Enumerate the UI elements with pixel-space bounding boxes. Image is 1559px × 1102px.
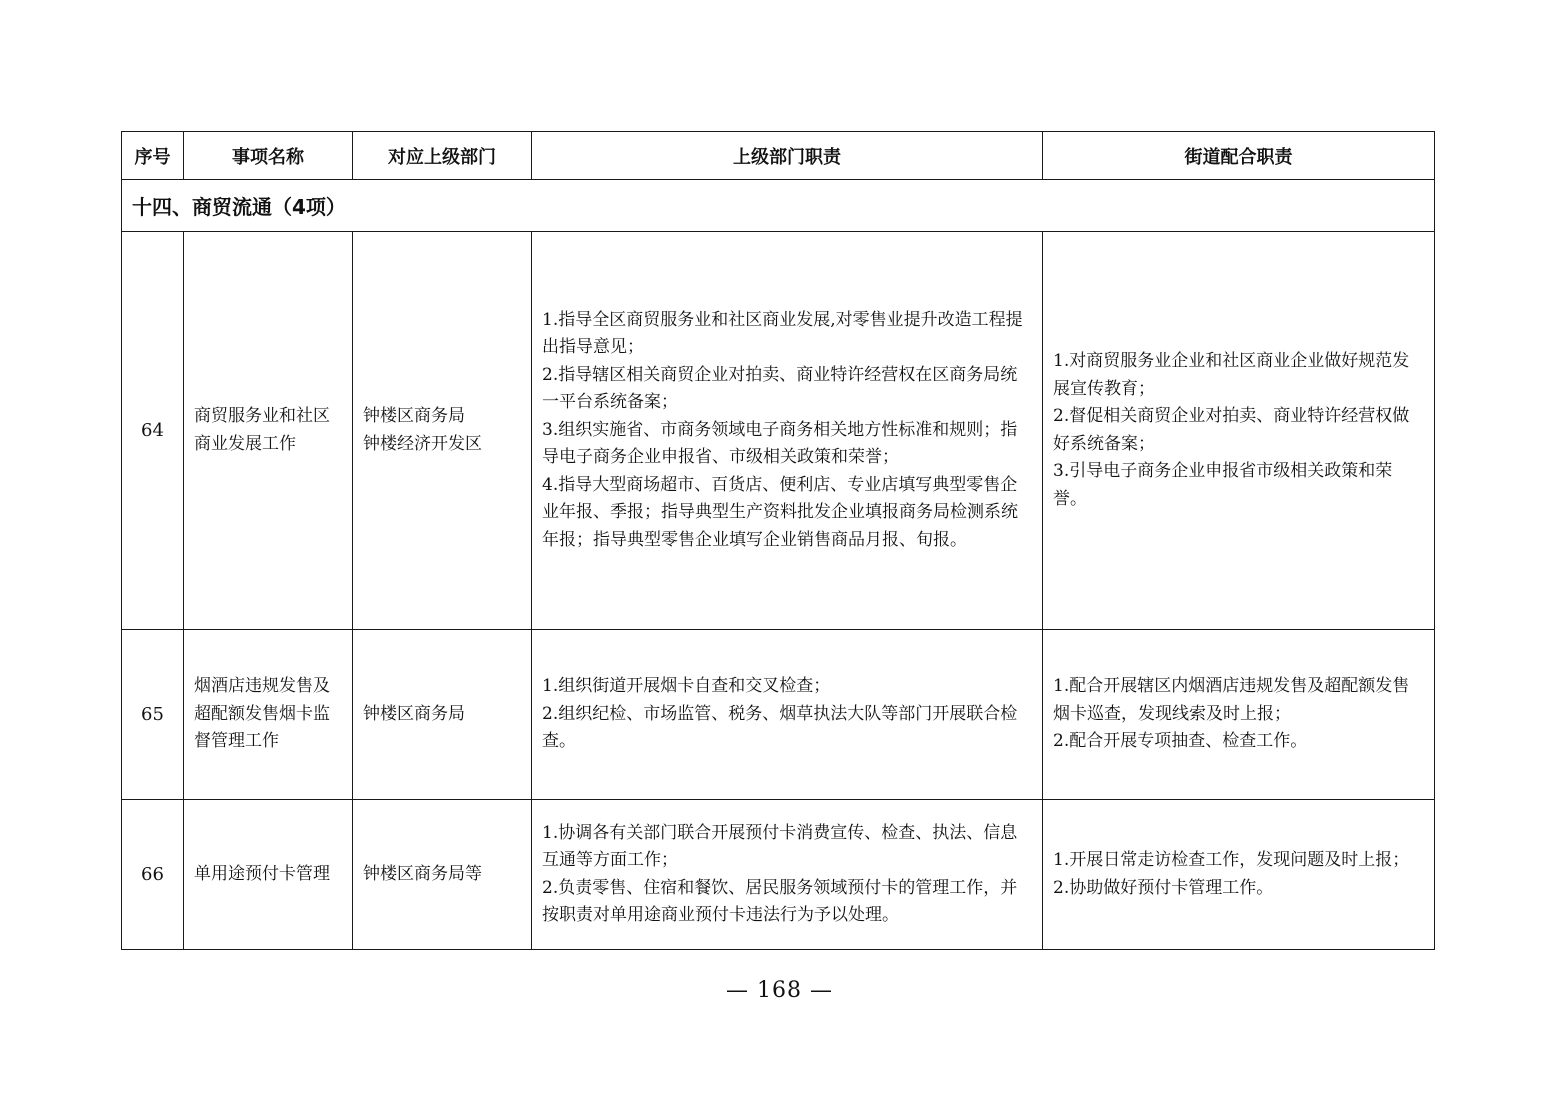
- row-street-duties: [1043, 800, 1435, 950]
- section-row: [122, 180, 1435, 232]
- department-line: 钟楼经济开发区: [363, 433, 482, 454]
- header-superior-department: 对应上级部门: [353, 132, 532, 180]
- row-street-duties: [1043, 232, 1435, 630]
- duty-line: 4.指导大型商场超市、百货店、便利店、专业店填写典型零售企业年报、季报；指导典型生产资料批发企业填报商务局检测系统年报；指导典型零售企业填写企业销售商品月报、旬报。: [542, 474, 1018, 550]
- header-row: [122, 132, 1435, 180]
- row-item-name: 烟酒店违规发售及超配额发售烟卡监督管理工作: [184, 630, 353, 800]
- table-row: [122, 232, 1435, 630]
- duty-line: 2.配合开展专项抽查、检查工作。: [1053, 731, 1308, 752]
- duty-line: 1.对商贸服务业企业和社区商业企业做好规范发展宣传教育；: [1053, 351, 1410, 399]
- row-superior-duties: [532, 630, 1043, 800]
- row-index: 64: [122, 232, 184, 630]
- responsibility-table: [121, 131, 1435, 950]
- header-street-duties: 街道配合职责: [1043, 132, 1435, 180]
- duty-line: 2.督促相关商贸企业对拍卖、商业特许经营权做好系统备案；: [1053, 406, 1410, 454]
- table-row: [122, 800, 1435, 950]
- department-line: 钟楼区商务局: [363, 406, 465, 426]
- duty-line: 2.协助做好预付卡管理工作。: [1053, 877, 1274, 898]
- duty-line: 2.负责零售、住宿和餐饮、居民服务领域预付卡的管理工作，并按职责对单用途商业预付卡违法行为予以处理。: [542, 877, 1018, 925]
- duty-line: 1.配合开展辖区内烟酒店违规发售及超配额发售烟卡巡查，发现线索及时上报；: [1053, 676, 1410, 724]
- row-street-duties: [1043, 630, 1435, 800]
- row-index: 66: [122, 800, 184, 950]
- row-item-name: 商贸服务业和社区商业发展工作: [184, 232, 353, 630]
- duty-line: 3.组织实施省、市商务领域电子商务相关地方性标准和规则；指导电子商务企业申报省、市级相关政策和荣誉；: [542, 419, 1018, 468]
- row-index: 65: [122, 630, 184, 800]
- duty-line: 1.组织街道开展烟卡自查和交叉检查；: [542, 676, 831, 697]
- row-superior-duties: [532, 800, 1043, 950]
- section-title: 十四、商贸流通（4项）: [122, 180, 1435, 232]
- table-row: [122, 630, 1435, 800]
- header-superior-duties: 上级部门职责: [532, 132, 1043, 180]
- duty-line: 3.引导电子商务企业申报省市级相关政策和荣誉。: [1053, 461, 1393, 509]
- duty-line: 2.组织纪检、市场监管、税务、烟草执法大队等部门开展联合检查。: [542, 703, 1018, 752]
- duty-line: 2.指导辖区相关商贸企业对拍卖、商业特许经营权在区商务局统一平台系统备案；: [542, 364, 1018, 413]
- department-line: 钟楼区商务局: [363, 703, 465, 724]
- row-item-name: 单用途预付卡管理: [184, 800, 353, 950]
- row-superior-duties: [532, 232, 1043, 630]
- department-line: 钟楼区商务局等: [363, 863, 482, 884]
- header-index: 序号: [122, 132, 184, 180]
- duty-line: 1.开展日常走访检查工作，发现问题及时上报；: [1053, 850, 1410, 870]
- header-item-name: 事项名称: [184, 132, 353, 180]
- row-departments: [353, 800, 532, 950]
- duty-line: 1.协调各有关部门联合开展预付卡消费宣传、检查、执法、信息互通等方面工作；: [542, 822, 1018, 870]
- row-departments: [353, 630, 532, 800]
- row-departments: [353, 232, 532, 630]
- page-number: — 168 —: [726, 978, 833, 1003]
- duty-line: 1.指导全区商贸服务业和社区商业发展,对零售业提升改造工程提出指导意见；: [542, 309, 1023, 358]
